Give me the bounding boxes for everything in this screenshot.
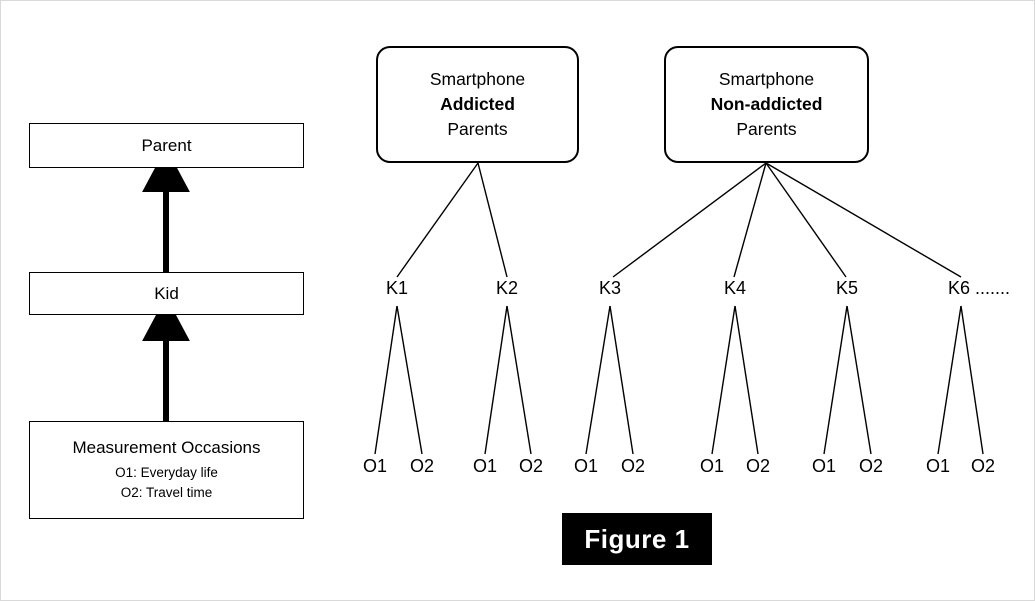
group-nonaddicted-line3: Parents	[736, 119, 797, 139]
hierarchy-label-kid: Kid	[154, 283, 179, 303]
group-box-smartphone-addicted-parents	[376, 46, 579, 163]
kid-node-k2: K2	[495, 278, 519, 298]
occasion-node-k6-o1: O1	[925, 456, 951, 476]
hierarchy-box-parent	[29, 123, 304, 168]
hierarchy-box-measurement-occasions	[29, 421, 304, 519]
group-addicted-line2: Addicted	[440, 94, 515, 114]
group-addicted-line1: Smartphone	[429, 69, 526, 89]
hierarchy-label-parent: Parent	[141, 135, 192, 155]
occasion-node-k3-o1: O1	[573, 456, 599, 476]
occasion-node-k4-o1: O1	[699, 456, 725, 476]
kid-node-k3: K3	[598, 278, 622, 298]
hierarchy-label-measurement-occasions: Measurement Occasions	[72, 438, 261, 457]
kid-node-k4: K4	[723, 278, 747, 298]
occasion-node-k6-o2: O2	[970, 456, 996, 476]
occasion-node-k2-o1: O1	[472, 456, 498, 476]
kid-node-k1: K1	[385, 278, 409, 298]
occasion-node-k1-o1: O1	[362, 456, 388, 476]
group-nonaddicted-line2: Non-addicted	[710, 94, 823, 114]
group-addicted-line3: Parents	[447, 119, 508, 139]
figure-caption: Figure 1	[562, 513, 712, 565]
occasion-node-k3-o2: O2	[620, 456, 646, 476]
group-box-smartphone-non-addicted-parents	[664, 46, 869, 163]
kid-node-k5: K5	[835, 278, 859, 298]
occasion-node-k4-o2: O2	[745, 456, 771, 476]
group-nonaddicted-line1: Smartphone	[718, 69, 815, 89]
occasion-node-k5-o1: O1	[811, 456, 837, 476]
kid-node-k6: K6 .......	[947, 278, 1011, 298]
occasion-node-k5-o2: O2	[858, 456, 884, 476]
occasion-node-k1-o2: O2	[409, 456, 435, 476]
measurement-occasion-o2-description: O2: Travel time	[120, 485, 213, 500]
hierarchy-box-kid	[29, 272, 304, 315]
occasion-node-k2-o2: O2	[518, 456, 544, 476]
measurement-occasion-o1-description: O1: Everyday life	[115, 465, 218, 480]
